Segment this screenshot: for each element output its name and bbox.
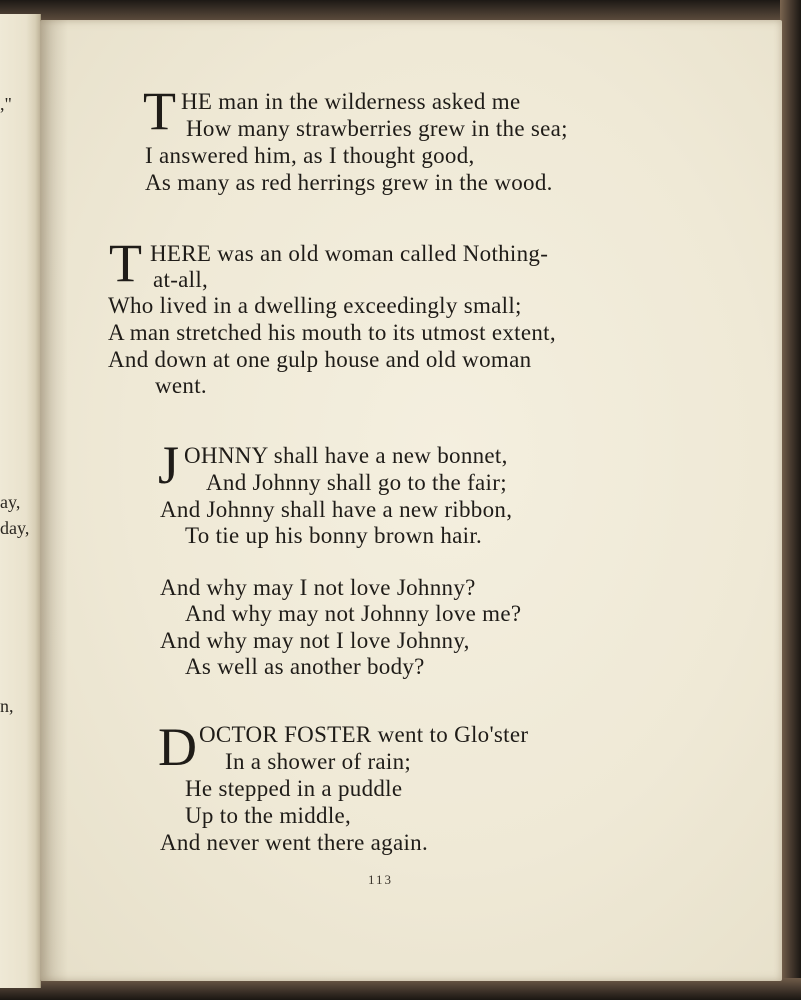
drop-cap: D	[158, 717, 197, 777]
left-page-fragment: ay,	[0, 492, 21, 512]
left-page-fragment: n,	[0, 696, 14, 716]
poem-line: As many as red herrings grew in the wood.	[145, 170, 553, 195]
book-cover-right-edge	[780, 0, 801, 1000]
left-page-fragment: day,	[0, 518, 30, 538]
drop-cap: T	[143, 81, 176, 141]
drop-cap: T	[109, 233, 142, 293]
poem-line: OHNNY shall have a new bonnet,	[184, 443, 508, 468]
poem-line: Up to the middle,	[185, 803, 352, 828]
poem-line: As well as another body?	[185, 654, 425, 679]
poem-line: And down at one gulp house and old woman	[108, 347, 532, 372]
poem-line: And Johnny shall have a new ribbon,	[160, 497, 513, 522]
left-page-edge	[0, 14, 41, 988]
poem-line: HE man in the wilderness asked me	[181, 89, 521, 114]
poem-line: How many strawberries grew in the sea;	[186, 116, 568, 141]
poem-line: at-all,	[153, 267, 209, 292]
left-page-fragment: ,"	[0, 94, 12, 114]
poem-line: HERE was an old woman called Nothing-	[150, 241, 549, 266]
poem-line: To tie up his bonny brown hair.	[185, 523, 483, 548]
poem-line: Who lived in a dwelling exceedingly small;	[108, 293, 522, 318]
book-cover-bottom-edge	[0, 978, 801, 1000]
poem-line: And Johnny shall go to the fair;	[206, 470, 507, 495]
poem-line: And why may not Johnny love me?	[185, 601, 522, 626]
poem-line: He stepped in a puddle	[185, 776, 403, 801]
poem-line: And why may I not love Johnny?	[160, 575, 476, 600]
poem-line: OCTOR FOSTER went to Glo'ster	[199, 722, 529, 747]
drop-cap: J	[158, 435, 180, 495]
poem-line: went.	[155, 373, 207, 398]
poem-line: In a shower of rain;	[225, 749, 412, 774]
poem-line: And never went there again.	[160, 830, 429, 855]
poem-line: A man stretched his mouth to its utmost extent,	[108, 320, 556, 345]
poem-line: I answered him, as I thought good,	[145, 143, 475, 168]
page-number: 113	[368, 872, 394, 887]
poem-line: And why may not I love Johnny,	[160, 628, 470, 653]
